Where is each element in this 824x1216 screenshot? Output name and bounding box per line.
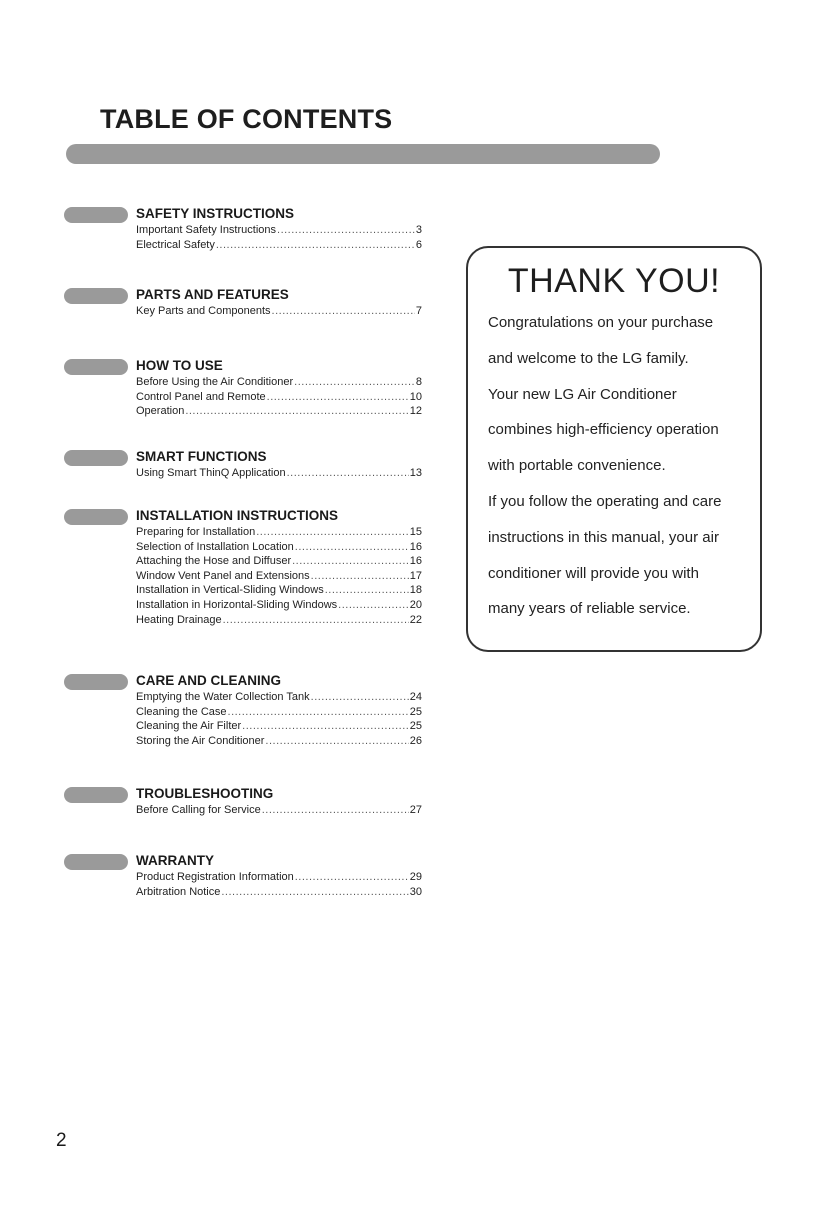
section-title: HOW TO USE (136, 358, 223, 373)
thank-you-line: If you follow the operating and care (488, 492, 722, 510)
toc-entry-page: 3 (415, 224, 422, 236)
toc-entry-page: 24 (409, 691, 422, 703)
dot-leader (311, 691, 409, 703)
toc-entry (136, 886, 422, 901)
section-entry-list (136, 376, 422, 420)
toc-entry (136, 735, 422, 750)
section-title: CARE AND CLEANING (136, 673, 281, 688)
toc-entry (136, 691, 422, 706)
section-entry-list (136, 804, 422, 819)
dot-leader (228, 706, 409, 718)
toc-entry-label: Installation in Horizontal-Sliding Windows (136, 598, 338, 611)
section-title: SAFETY INSTRUCTIONS (136, 206, 295, 221)
dot-leader (185, 405, 408, 417)
toc-entry (136, 614, 422, 629)
toc-entry-label: Emptying the Water Collection Tank (136, 691, 310, 703)
section-entry-list (136, 871, 422, 900)
toc-entry-label: Cleaning the Air Filter (136, 720, 242, 733)
title-divider-bar (66, 144, 660, 164)
toc-entry-page: 7 (415, 305, 422, 317)
toc-entry-label: Cleaning the Case (136, 705, 227, 718)
toc-entry (136, 239, 422, 254)
thank-you-line: instructions in this manual, your air (488, 528, 719, 546)
dot-leader (256, 526, 409, 538)
section-entry-list (136, 305, 422, 320)
toc-entry-page: 18 (409, 584, 422, 597)
toc-entry-label: Window Vent Panel and Extensions (136, 569, 310, 582)
toc-entry-page: 8 (415, 376, 422, 388)
section-title: TROUBLESHOOTING (136, 786, 274, 801)
page-number: 2 (56, 1130, 67, 1151)
toc-entry-page: 26 (409, 734, 422, 747)
toc-entry (136, 467, 422, 482)
toc-entry-label: Before Using the Air Conditioner (136, 376, 294, 388)
toc-entry-label: Installation in Vertical-Sliding Windows (136, 584, 324, 597)
page-title: TABLE OF CONTENTS (100, 104, 393, 134)
dot-leader (287, 467, 409, 479)
section-marker-pill (64, 359, 128, 375)
toc-entry (136, 391, 422, 406)
thank-you-message (488, 308, 754, 630)
toc-entry-label: Arbitration Notice (136, 885, 221, 898)
section-marker-pill (64, 509, 128, 525)
toc-entry (136, 224, 422, 239)
section-entry-list (136, 526, 422, 628)
section-entry-list (136, 467, 422, 482)
toc-entry-label: Product Registration Information (136, 871, 294, 883)
section-marker-pill (64, 207, 128, 223)
toc-entry-page: 30 (409, 885, 422, 898)
toc-entry-label: Selection of Installation Location (136, 540, 294, 553)
toc-entry (136, 871, 422, 886)
toc-entry-page: 25 (409, 705, 422, 718)
thank-you-line: combines high-efficiency operation (488, 421, 719, 439)
section-entry-list (136, 691, 422, 749)
toc-entry-label: Preparing for Installation (136, 526, 256, 538)
section-marker-pill (64, 450, 128, 466)
toc-entry (136, 405, 422, 420)
dot-leader (265, 735, 408, 747)
dot-leader (311, 570, 409, 582)
section-title: PARTS AND FEATURES (136, 287, 289, 302)
toc-entry (136, 555, 422, 570)
toc-entry-page: 6 (415, 238, 422, 251)
toc-entry-page: 12 (409, 405, 422, 418)
toc-entry (136, 706, 422, 721)
toc-entry-page: 16 (409, 555, 422, 568)
toc-entry-label: Key Parts and Components (136, 305, 271, 317)
dot-leader (272, 305, 415, 317)
section-title: INSTALLATION INSTRUCTIONS (136, 508, 338, 523)
section-title: WARRANTY (136, 853, 214, 868)
toc-entry-label: Attaching the Hose and Diffuser (136, 555, 292, 568)
toc-entry (136, 599, 422, 614)
toc-entry-page: 15 (409, 526, 422, 538)
toc-entry-label: Operation (136, 405, 185, 418)
toc-entry-page: 20 (409, 598, 422, 611)
toc-entry-label: Storing the Air Conditioner (136, 734, 265, 747)
section-marker-pill (64, 787, 128, 803)
toc-entry-page: 27 (409, 804, 422, 816)
toc-entry-label: Using Smart ThinQ Application (136, 467, 286, 479)
dot-leader (295, 871, 409, 883)
section-marker-pill (64, 674, 128, 690)
toc-entry-page: 16 (409, 540, 422, 553)
section-marker-pill (64, 854, 128, 870)
dot-leader (267, 391, 409, 403)
thank-you-line: with portable convenience. (488, 457, 666, 475)
toc-entry (136, 305, 422, 320)
dot-leader (277, 224, 415, 236)
toc-entry-page: 29 (409, 871, 422, 883)
dot-leader (221, 886, 408, 898)
dot-leader (242, 720, 409, 732)
toc-entry (136, 720, 422, 735)
thank-you-line: conditioner will provide you with (488, 564, 699, 582)
toc-entry (136, 541, 422, 556)
dot-leader (325, 584, 409, 596)
toc-entry-page: 10 (409, 390, 422, 403)
toc-entry-page: 22 (409, 613, 422, 626)
toc-entry (136, 584, 422, 599)
dot-leader (223, 614, 409, 626)
dot-leader (262, 804, 409, 816)
toc-entry (136, 526, 422, 541)
thank-you-heading: THANK YOU! (507, 262, 721, 300)
thank-you-box (466, 246, 762, 652)
dot-leader (294, 376, 415, 388)
section-title: SMART FUNCTIONS (136, 449, 267, 464)
section-marker-pill (64, 288, 128, 304)
toc-entry (136, 376, 422, 391)
thank-you-line: and welcome to the LG family. (488, 349, 689, 367)
toc-entry (136, 570, 422, 585)
section-entry-list (136, 224, 422, 253)
toc-entry-label: Important Safety Instructions (136, 224, 277, 236)
thank-you-line: many years of reliable service. (488, 600, 691, 618)
toc-entry-label: Before Calling for Service (136, 804, 261, 816)
toc-entry-page: 13 (409, 467, 422, 479)
toc-entry (136, 804, 422, 819)
toc-entry-label: Control Panel and Remote (136, 390, 266, 403)
thank-you-line: Congratulations on your purchase (488, 314, 714, 331)
dot-leader (338, 599, 409, 611)
dot-leader (216, 239, 415, 251)
toc-entry-page: 17 (409, 569, 422, 582)
toc-entry-label: Electrical Safety (136, 238, 215, 251)
dot-leader (292, 555, 409, 567)
toc-entry-page: 25 (409, 720, 422, 733)
dot-leader (295, 541, 409, 553)
thank-you-line: Your new LG Air Conditioner (488, 385, 677, 403)
toc-entry-label: Heating Drainage (136, 613, 222, 626)
